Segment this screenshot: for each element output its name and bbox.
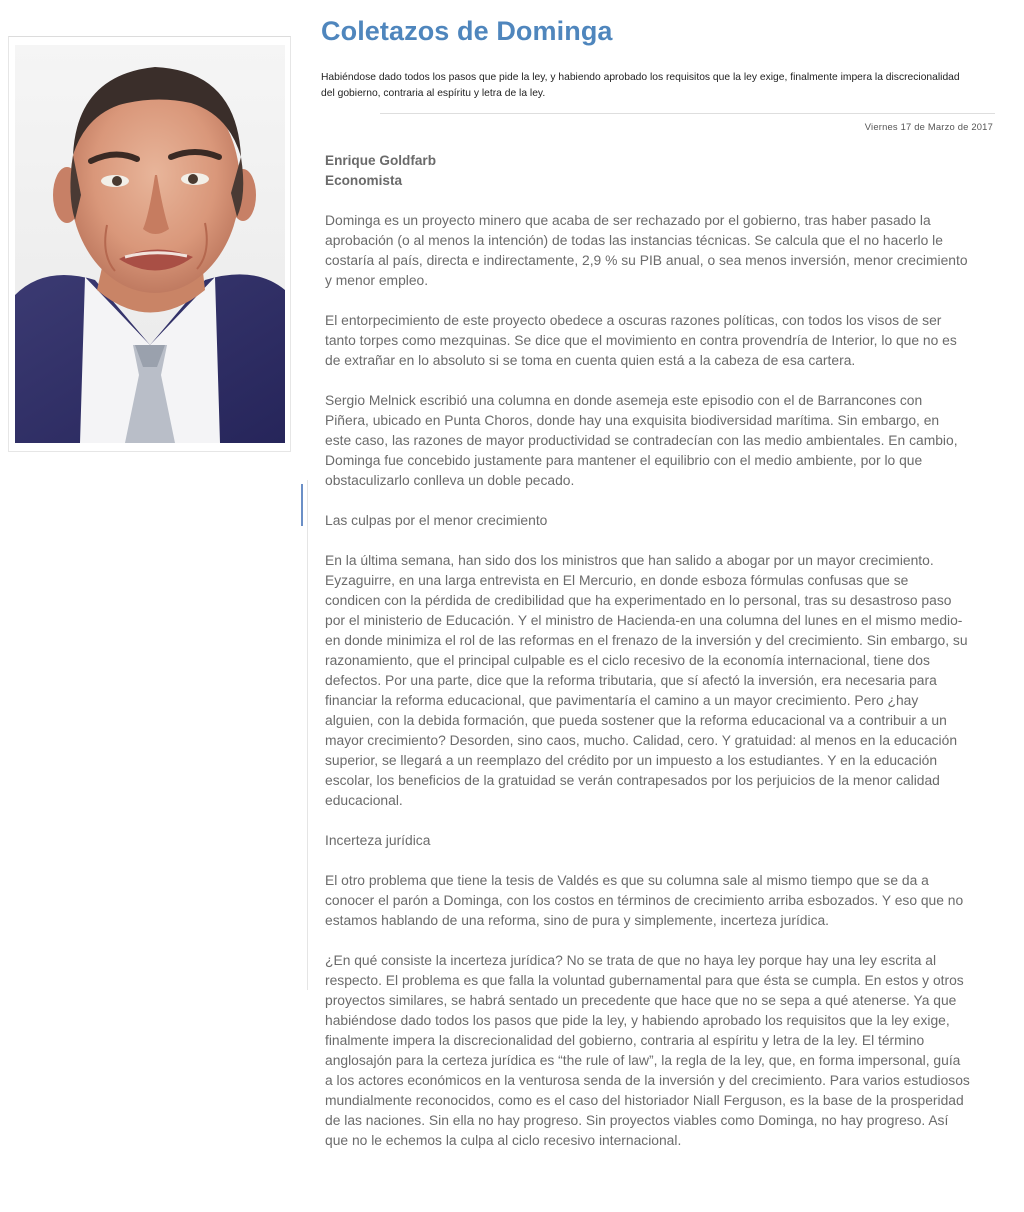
article-paragraph xyxy=(325,390,1005,490)
paragraph-line: Las culpas por el menor crecimiento xyxy=(325,512,548,528)
paragraph-line: condicen con la pérdida de credibilidad que ha experimentado en lo personal, tras su desastroso paso xyxy=(325,592,952,608)
paragraph-line: anglosajón para la certeza jurídica es “the rule of law”, la regla de la ley, que, en forma impersonal, guía xyxy=(325,1052,961,1068)
section-heading xyxy=(325,510,1005,530)
paragraph-line: escolar, los beneficios de la gratuidad se verán contrapesados por los perjuicios de la menor calidad xyxy=(325,772,940,788)
paragraph-line: finalmente impera la discrecionalidad del gobierno, contraria al espíritu y letra de la ley. El término xyxy=(325,1032,925,1048)
paragraph-line: financiar la reforma educacional, que pavimentaría el camino a un mayor crecimiento. Pero ¿hay xyxy=(325,692,919,708)
article-paragraph xyxy=(325,310,1005,370)
author-role: Economista xyxy=(325,173,403,188)
paragraph-line: El entorpecimiento de este proyecto obedece a oscuras razones políticas, con todos los visos de ser xyxy=(325,312,942,328)
paragraph-line: por el ministerio de Educación. Y el ministro de Hacienda-en una columna del lunes en el mismo medio- xyxy=(325,612,963,628)
author-name: Enrique Goldfarb xyxy=(325,153,437,168)
paragraph-line: proyectos similares, se habrá sentado un precedente que hace que no se sepa a qué atenerse. Ya que xyxy=(325,992,957,1008)
author-block xyxy=(325,151,436,191)
paragraph-line: conocer el parón a Dominga, con los costos en términos de crecimiento arriba esbozados. Y eso que no xyxy=(325,892,964,908)
publish-date: Viernes 17 de Marzo de 2017 xyxy=(864,121,993,132)
paragraph-line: Incerteza jurídica xyxy=(325,832,431,848)
article-paragraph xyxy=(325,950,1005,1150)
paragraph-line: razonamiento, que el principal culpable es el ciclo recesivo de la economía internacional, tiene dos xyxy=(325,652,930,668)
lead-line: Habiéndose dado todos los pasos que pide la ley, y habiendo aprobado los requisitos que la ley exige, finalmente impera la discrecionalidad xyxy=(321,72,960,83)
author-photo-frame xyxy=(8,36,291,452)
paragraph-line: que no le echemos la culpa al ciclo recesivo internacional. xyxy=(325,1132,682,1148)
paragraph-line: de las naciones. Sin ella no hay progreso. Sin proyectos viables como Dominga, no hay progreso. Así xyxy=(325,1112,949,1128)
sidebar-accent-line xyxy=(301,484,303,526)
paragraph-line: En la última semana, han sido dos los ministros que han salido a abogar por un mayor crecimiento. xyxy=(325,552,934,568)
paragraph-line: estamos hablando de una reforma, sino de pura y simplemente, incerteza jurídica. xyxy=(325,912,830,928)
paragraph-line: respecto. El problema es que falla la voluntad gubernamental para que ésta se cumpla. En estos y otros xyxy=(325,972,964,988)
paragraph-line: en donde minimiza el rol de las reformas en el frenazo de la inversión y del crecimiento. Sin embargo, su xyxy=(325,632,968,648)
article-paragraph xyxy=(325,870,1005,930)
paragraph-line: Piñera, ubicado en Punta Choros, donde hay una exquisita biodiversidad marítima. Sin embargo, en xyxy=(325,412,940,428)
paragraph-line: y menor empleo. xyxy=(325,272,429,288)
author-photo xyxy=(15,45,285,443)
paragraph-line: habiéndose dado todos los pasos que pide la ley, y habiendo aprobado los requisitos que la ley exige, xyxy=(325,1012,950,1028)
paragraph-line: aprobación (o al menos la intención) de todas las instancias técnicas. Se calcula que el no hacerlo le xyxy=(325,232,943,248)
article-body xyxy=(325,210,1005,1170)
author-portrait-illustration xyxy=(15,45,285,443)
paragraph-line: educacional. xyxy=(325,792,403,808)
paragraph-line: mayor crecimiento? Desorden, sino caos, mucho. Calidad, cero. Y gratuidad: al menos en la educación xyxy=(325,732,958,748)
paragraph-line: superior, se llegará a un reemplazo del crédito por un impuesto a los estudiantes. Y en la educación xyxy=(325,752,938,768)
paragraph-line: ¿En qué consiste la incerteza jurídica? No se trata de que no haya ley porque hay una ley escrita al xyxy=(325,952,937,968)
paragraph-line: defectos. Por una parte, dice que la reforma tributaria, que sí afectó la inversión, era necesaria para xyxy=(325,672,937,688)
section-heading xyxy=(325,830,1005,850)
paragraph-line: obstaculizarlo conlleva un doble pecado. xyxy=(325,472,575,488)
article-paragraph xyxy=(325,210,1005,290)
header-divider xyxy=(380,113,995,114)
article-lead xyxy=(321,70,1001,102)
sidebar-divider xyxy=(307,480,308,990)
paragraph-line: Sergio Melnick escribió una columna en donde asemeja este episodio con el de Barrancones con xyxy=(325,392,923,408)
article-paragraph xyxy=(325,550,1005,810)
paragraph-line: mundialmente reconocidos, como es el caso del historiador Niall Ferguson, es la base de la prosperidad xyxy=(325,1092,964,1108)
paragraph-line: Dominga fue concebido justamente para mantener el equilibrio con el medio ambiente, por lo que xyxy=(325,452,923,468)
paragraph-line: este caso, las razones de mayor productividad se contradecían con las medio ambientales. En cambio, xyxy=(325,432,958,448)
paragraph-line: tanto torpes como mezquinas. Se dice que el movimiento en contra provendría de Interior, lo que no es xyxy=(325,332,957,348)
paragraph-line: alguien, con la debida formación, que pueda sostener que la reforma educacional va a contribuir a un xyxy=(325,712,947,728)
article-title: Coletazos de Dominga xyxy=(321,16,613,46)
lead-line: del gobierno, contraria al espíritu y letra de la ley. xyxy=(321,88,546,99)
paragraph-line: Dominga es un proyecto minero que acaba de ser rechazado por el gobierno, tras haber pasado la xyxy=(325,212,931,228)
paragraph-line: costaría al país, directa e indirectamente, 2,9 % su PIB anual, o sea menos inversión, menor crecimiento xyxy=(325,252,968,268)
paragraph-line: Eyzaguirre, en una larga entrevista en El Mercurio, en donde esboza fórmulas confusas que se xyxy=(325,572,909,588)
paragraph-line: de extrañar en lo absoluto si se toma en cuenta quien está a la cabeza de esa cartera. xyxy=(325,352,856,368)
paragraph-line: a los actores económicos en la venturosa senda de la inversión y del crecimiento. Para varios estudiosos xyxy=(325,1072,970,1088)
paragraph-line: El otro problema que tiene la tesis de Valdés es que su columna sale al mismo tiempo que se da a xyxy=(325,872,929,888)
